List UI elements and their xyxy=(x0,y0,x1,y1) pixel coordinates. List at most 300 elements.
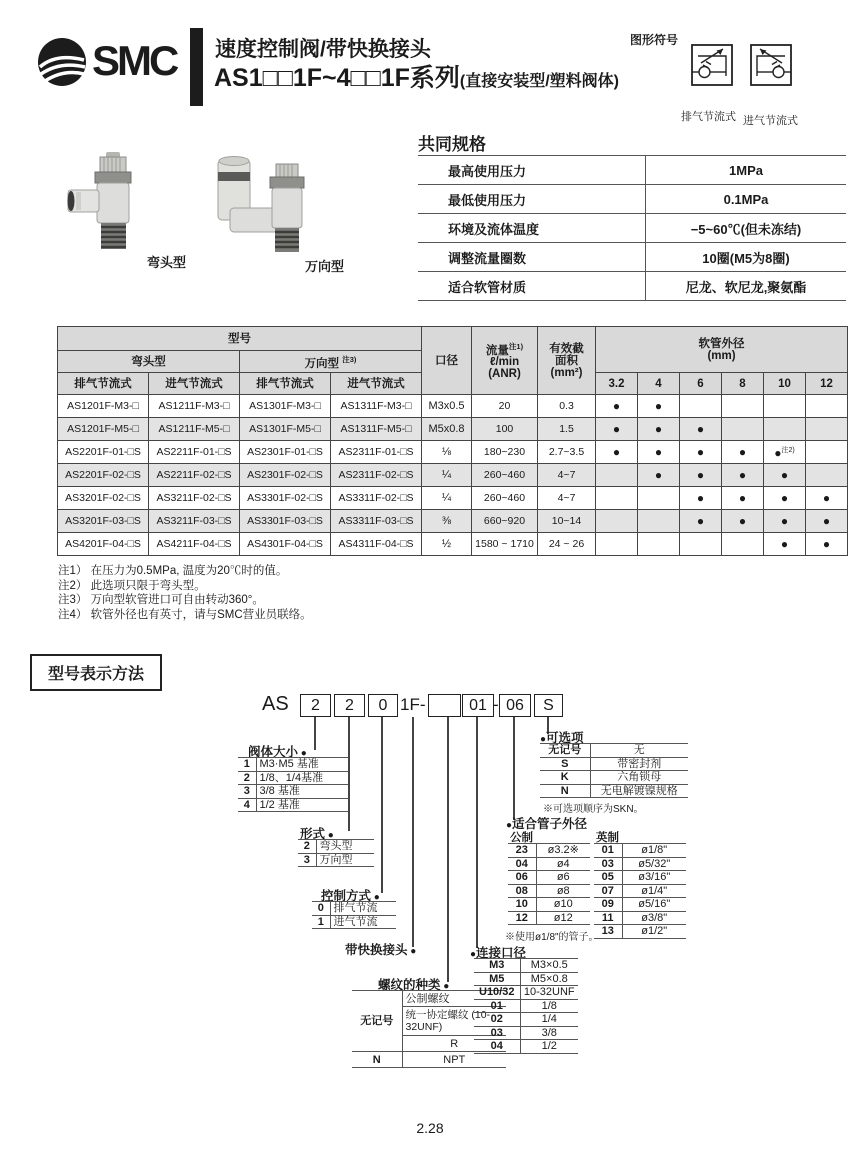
mini-value: M3×0.5 xyxy=(520,959,578,973)
mini-row xyxy=(508,871,590,885)
model-number: AS2201F-02-□S xyxy=(58,464,149,487)
model-number: AS1211F-M3-□ xyxy=(149,395,240,418)
tube-dot: ● xyxy=(638,441,680,464)
tube-dot-empty xyxy=(722,418,764,441)
note-line: 注3） 万向型软管进口可自由转动360°。 xyxy=(58,594,264,606)
spec-value: 1MPa xyxy=(646,156,847,185)
model-number: AS3311F-02-□S xyxy=(331,487,422,510)
tube-dot-empty xyxy=(596,464,638,487)
pneumatic-symbol-exhaust-icon xyxy=(688,40,736,90)
col-header-size-8: 8 xyxy=(722,373,764,395)
code-box-tube: 06 xyxy=(499,694,531,717)
model-number: AS2211F-01-□S xyxy=(149,441,240,464)
model-number: AS2301F-02-□S xyxy=(240,464,331,487)
series-paren: (直接安装型/塑料阀体) xyxy=(459,73,620,90)
model-number: AS3201F-02-□S xyxy=(58,487,149,510)
page-number: 2.28 xyxy=(416,1120,444,1136)
flow-unit: ℓ/min xyxy=(489,356,520,369)
flow-value: 660~920 xyxy=(472,510,538,533)
mini-value: 六角锁母 xyxy=(590,771,688,785)
model-number: AS1311F-M5-□ xyxy=(331,418,422,441)
mini-value: 排气节流 xyxy=(330,902,396,916)
tube-dot: ● xyxy=(638,395,680,418)
mini-row xyxy=(238,798,348,812)
quick-connector-label: 带快换接头 ● xyxy=(345,940,416,958)
mini-row xyxy=(540,757,688,771)
col-header-exhaust-2: 排气节流式 xyxy=(240,373,331,395)
tube-dot: ● xyxy=(764,487,806,510)
code-literal-1f: 1F- xyxy=(400,695,426,714)
mini-row xyxy=(474,986,578,1000)
col-header-area xyxy=(538,327,596,395)
notes xyxy=(58,564,312,622)
tube-dot: ● xyxy=(680,441,722,464)
mini-value: ø3.2※ xyxy=(536,844,590,858)
mini-value: 1/2 xyxy=(520,1040,578,1054)
product-photo-elbow xyxy=(62,150,162,255)
bore-value: ⅛ xyxy=(422,441,472,464)
tube-dot-empty xyxy=(596,533,638,556)
mini-row xyxy=(312,915,396,929)
code-box-control: 0 xyxy=(368,694,398,717)
form-label: 形式 ● xyxy=(300,824,334,842)
col-header-intake-1: 进气节流式 xyxy=(149,373,240,395)
mini-value: ø3/16" xyxy=(622,871,686,885)
tube-dot-empty xyxy=(596,487,638,510)
mini-key: 12 xyxy=(508,911,536,925)
tube-dot: ● xyxy=(722,510,764,533)
mini-value: 弯头型 xyxy=(316,840,374,854)
mini-key: 06 xyxy=(508,871,536,885)
code-dash: - xyxy=(493,695,499,714)
mini-key: 04 xyxy=(474,1040,520,1054)
mini-row xyxy=(508,911,590,925)
tube-dot-empty xyxy=(806,441,848,464)
tube-dot-empty xyxy=(806,464,848,487)
thread-row xyxy=(352,1052,506,1068)
mini-row xyxy=(238,758,348,772)
spec-label: 环境及流体温度 xyxy=(418,214,646,243)
universal-note-ref: 注3) xyxy=(342,354,357,364)
mini-key: 4 xyxy=(238,798,256,812)
tube-dot-empty xyxy=(638,533,680,556)
mini-value: ø10 xyxy=(536,898,590,912)
tube-dot: ●$^{注2)}$ xyxy=(764,441,806,464)
model-number: AS4201F-04-□S xyxy=(58,533,149,556)
model-number: AS2311F-01-□S xyxy=(331,441,422,464)
mini-key: 09 xyxy=(594,898,622,912)
flow-unit2: (ANR) xyxy=(488,368,521,381)
tube-dot: ● xyxy=(722,441,764,464)
form-table xyxy=(298,839,374,867)
mini-value: 1/2 基准 xyxy=(256,798,348,812)
tube-dot-empty xyxy=(764,418,806,441)
flow-value: 20 xyxy=(472,395,538,418)
mini-row xyxy=(508,844,590,858)
tube-dot-empty xyxy=(680,395,722,418)
mini-row xyxy=(594,898,686,912)
mini-key: M5 xyxy=(474,972,520,986)
mini-key: 2 xyxy=(238,771,256,785)
bore-value: ½ xyxy=(422,533,472,556)
model-number: AS3211F-03-□S xyxy=(149,510,240,533)
elbow-type-label: 弯头型 xyxy=(147,255,187,270)
mini-value: 无电解镀镍规格 xyxy=(590,784,688,798)
tube-dot: ● xyxy=(764,510,806,533)
tube-dot-empty xyxy=(806,395,848,418)
model-row xyxy=(58,441,848,464)
mini-key: 13 xyxy=(594,925,622,939)
mini-value: 万向型 xyxy=(316,853,374,867)
mini-value: M5×0.8 xyxy=(520,972,578,986)
tube-metric-table xyxy=(508,843,590,925)
col-header-size-12: 12 xyxy=(806,373,848,395)
model-number: AS3201F-03-□S xyxy=(58,510,149,533)
control-label: 控制方式 ● xyxy=(321,886,380,904)
thread-label: 螺纹的种类 ● xyxy=(378,975,449,993)
tube-dot: ● xyxy=(638,418,680,441)
model-number: AS3301F-02-□S xyxy=(240,487,331,510)
mini-value: ø4 xyxy=(536,857,590,871)
mini-key: 1 xyxy=(238,758,256,772)
mini-value: ø5/32" xyxy=(622,857,686,871)
mini-key: 0 xyxy=(312,902,330,916)
flow-value: 100 xyxy=(472,418,538,441)
spec-row xyxy=(418,272,846,301)
spec-row xyxy=(418,185,846,214)
mini-row xyxy=(238,785,348,799)
model-number: AS1301F-M3-□ xyxy=(240,395,331,418)
area-label1: 有效截 xyxy=(549,342,584,355)
mini-key: 01 xyxy=(594,844,622,858)
tube-od-label: ● 适合管子外径 xyxy=(506,814,587,832)
mini-value: M3·M5 基准 xyxy=(256,758,348,772)
flow-value: 260~460 xyxy=(472,487,538,510)
col-header-elbow: 弯头型 xyxy=(58,351,240,373)
common-specs-table xyxy=(418,155,846,301)
model-number: AS2211F-02-□S xyxy=(149,464,240,487)
tube-dot: ● xyxy=(806,533,848,556)
mini-row xyxy=(594,871,686,885)
note-line: 注2） 此选项只限于弯头型。 xyxy=(58,579,206,592)
mini-row xyxy=(312,902,396,916)
leader-line xyxy=(412,717,414,947)
mini-row xyxy=(594,911,686,925)
col-header-exhaust-1: 排气节流式 xyxy=(58,373,149,395)
smc-logo-icon xyxy=(36,36,88,88)
model-number: AS3211F-02-□S xyxy=(149,487,240,510)
model-number: AS4301F-04-□S xyxy=(240,533,331,556)
mini-key: K xyxy=(540,771,590,785)
bore-value: ¼ xyxy=(422,487,472,510)
mini-key: 11 xyxy=(594,911,622,925)
series-title xyxy=(214,58,619,94)
mini-row xyxy=(298,840,374,854)
mini-row xyxy=(594,925,686,939)
tube-dot-empty xyxy=(638,510,680,533)
mini-value: ø6 xyxy=(536,871,590,885)
spec-row xyxy=(418,243,846,272)
mini-row xyxy=(474,972,578,986)
code-box-option: S xyxy=(534,694,563,717)
imperial-label: 英制 xyxy=(596,832,619,844)
col-header-universal xyxy=(240,351,422,373)
col-header-bore: 口径 xyxy=(422,327,472,395)
spec-value: 0.1MPa xyxy=(646,185,847,214)
smc-logo-text: SMC xyxy=(92,37,177,84)
col-header-size-10: 10 xyxy=(764,373,806,395)
tube-dot: ● xyxy=(806,510,848,533)
tube-od-label: 软管外径 xyxy=(698,337,745,350)
spec-label: 适合软管材质 xyxy=(418,272,646,301)
universal-label: 万向型 xyxy=(304,357,340,370)
mini-value: ø5/16" xyxy=(622,898,686,912)
mini-key: 05 xyxy=(594,871,622,885)
mini-value: 1/8 xyxy=(520,999,578,1013)
note-line: 注1） 在压力为0.5MPa, 温度为20℃时的值。 xyxy=(58,565,288,577)
model-number: AS2201F-01-□S xyxy=(58,441,149,464)
mini-key: 1 xyxy=(312,915,330,929)
mini-row xyxy=(540,744,688,758)
tube-dot-empty xyxy=(596,510,638,533)
mini-value: 1/4 xyxy=(520,1013,578,1027)
tube-dot: ● xyxy=(680,418,722,441)
bore-value: M3x0.5 xyxy=(422,395,472,418)
flow-value: 1580 ~ 1710 xyxy=(472,533,538,556)
mini-key: 3 xyxy=(298,853,316,867)
model-row xyxy=(58,510,848,533)
note-line: 注4） 软管外径也有英寸，请与SMC营业员联络。 xyxy=(58,608,312,621)
area-value: 10~14 xyxy=(538,510,596,533)
area-unit: (mm²) xyxy=(550,366,583,379)
leader-line xyxy=(476,717,478,948)
model-number: AS1301F-M5-□ xyxy=(240,418,331,441)
tube-dot: ● xyxy=(806,487,848,510)
tube-dot-empty xyxy=(638,487,680,510)
mini-key: 03 xyxy=(474,1026,520,1040)
mini-key: 3 xyxy=(238,785,256,799)
area-label2: 面积 xyxy=(555,354,578,367)
col-header-size-3.2: 3.2 xyxy=(596,373,638,395)
mini-row xyxy=(594,844,686,858)
model-number: AS3301F-03-□S xyxy=(240,510,331,533)
symbol-intake-caption: 进气节流式 xyxy=(743,115,798,127)
tube-dot-empty xyxy=(722,395,764,418)
common-specs-body xyxy=(418,156,846,301)
tube-dot: ● xyxy=(680,487,722,510)
bore-value: ⅜ xyxy=(422,510,472,533)
mini-value: 带密封剂 xyxy=(590,757,688,771)
mini-key: 02 xyxy=(474,1013,520,1027)
leader-line xyxy=(447,717,449,982)
area-value: 4~7 xyxy=(538,464,596,487)
col-header-flow xyxy=(472,327,538,395)
area-value: 0.3 xyxy=(538,395,596,418)
mini-key: 07 xyxy=(594,884,622,898)
mini-key: 23 xyxy=(508,844,536,858)
product-photo-universal xyxy=(208,150,313,258)
mini-row xyxy=(474,1040,578,1054)
spec-row xyxy=(418,156,846,185)
mini-key: 03 xyxy=(594,857,622,871)
mini-key: 08 xyxy=(508,884,536,898)
metric-label: 公制 xyxy=(510,832,533,844)
port-table xyxy=(474,958,578,1054)
spec-value: 10圈(M5为8圈) xyxy=(646,243,847,272)
col-header-size-4: 4 xyxy=(638,373,680,395)
mini-value: ø3/8" xyxy=(622,911,686,925)
area-value: 1.5 xyxy=(538,418,596,441)
mini-value: 3/8 xyxy=(520,1026,578,1040)
tube-dot-empty xyxy=(806,418,848,441)
model-number: AS4211F-04-□S xyxy=(149,533,240,556)
mini-row xyxy=(474,1026,578,1040)
mini-row xyxy=(474,999,578,1013)
leader-line xyxy=(381,717,383,893)
leader-line xyxy=(513,717,515,820)
model-row xyxy=(58,487,848,510)
mini-row xyxy=(508,857,590,871)
mini-key: 01 xyxy=(474,999,520,1013)
tube-dot-empty xyxy=(764,395,806,418)
area-value: 24 ~ 26 xyxy=(538,533,596,556)
code-prefix: AS xyxy=(262,693,289,715)
thread-n-value: NPT xyxy=(402,1052,506,1068)
thread-none-key: 无记号 xyxy=(352,991,402,1052)
mini-key: S xyxy=(540,757,590,771)
col-header-intake-2: 进气节流式 xyxy=(331,373,422,395)
mini-value: 进气节流 xyxy=(330,915,396,929)
flow-label: 流量 xyxy=(485,344,509,357)
tube-dot: ● xyxy=(680,510,722,533)
area-value: 4~7 xyxy=(538,487,596,510)
tube-dot: ● xyxy=(596,418,638,441)
body-size-label: 阀体大小 ● xyxy=(248,742,307,760)
tube-dot: ● xyxy=(680,464,722,487)
tube-dot: ● xyxy=(638,464,680,487)
mini-row xyxy=(474,1013,578,1027)
tube-imperial-table xyxy=(594,843,686,939)
series-code: AS1□□1F~4□□1F xyxy=(214,64,410,92)
universal-type-label: 万向型 xyxy=(305,259,345,274)
series-suffix: 系列 xyxy=(409,64,460,92)
code-box-form: 2 xyxy=(334,694,365,717)
bore-value: ¼ xyxy=(422,464,472,487)
mini-value: 1/8、1/4基准 xyxy=(256,771,348,785)
header-divider-bar xyxy=(190,28,203,106)
model-number: AS1311F-M3-□ xyxy=(331,395,422,418)
mini-row xyxy=(594,857,686,871)
thread-none-value-3: R xyxy=(402,1036,506,1052)
code-box-body-size: 2 xyxy=(300,694,331,717)
model-row xyxy=(58,533,848,556)
thread-none-value-1: 公制螺纹 xyxy=(402,991,506,1007)
mini-row xyxy=(474,959,578,973)
mini-key: 10 xyxy=(508,898,536,912)
mini-row xyxy=(540,771,688,785)
spec-value: 尼龙、软尼龙,聚氨酯 xyxy=(646,272,847,301)
model-number: AS1211F-M5-□ xyxy=(149,418,240,441)
mini-value: 10-32UNF xyxy=(520,986,578,1000)
tube-dot: ● xyxy=(764,464,806,487)
mini-value: ø8 xyxy=(536,884,590,898)
spec-value: −5~60℃(但未冻结) xyxy=(646,214,847,243)
mini-value: 无 xyxy=(590,744,688,758)
options-table xyxy=(540,743,688,798)
spec-label: 最低使用压力 xyxy=(418,185,646,214)
model-number: AS1201F-M3-□ xyxy=(58,395,149,418)
mini-row xyxy=(594,884,686,898)
mini-row xyxy=(238,771,348,785)
flow-value: 260~460 xyxy=(472,464,538,487)
pneumatic-symbol-intake-icon xyxy=(747,40,795,90)
mini-value: ø1/2" xyxy=(622,925,686,939)
mini-value: ø12 xyxy=(536,911,590,925)
leader-line xyxy=(348,717,350,831)
options-label: ● 可选项 xyxy=(540,728,584,746)
symbol-exhaust-caption: 排气节流式 xyxy=(681,111,736,123)
col-header-size-6: 6 xyxy=(680,373,722,395)
spec-label: 调整流量圈数 xyxy=(418,243,646,272)
flow-note-ref: 注1) xyxy=(508,341,524,351)
mini-key: 2 xyxy=(298,840,316,854)
common-specs-title: 共同规格 xyxy=(418,135,486,154)
control-table xyxy=(312,901,396,929)
leader-line xyxy=(314,717,316,750)
tube-dot: ● xyxy=(722,487,764,510)
tube-dot: ● xyxy=(596,441,638,464)
mini-key: U10/32 xyxy=(474,986,520,1000)
port-label: ● 连接口径 xyxy=(470,943,526,961)
mini-row xyxy=(508,884,590,898)
code-box-port: 01 xyxy=(462,694,494,717)
spec-row xyxy=(418,214,846,243)
tube-dot: ● xyxy=(764,533,806,556)
thread-n-key: N xyxy=(352,1052,402,1068)
area-value: 2.7~3.5 xyxy=(538,441,596,464)
model-number: AS4311F-04-□S xyxy=(331,533,422,556)
tube-metric-note: ※使用ø1/8"的管子。 xyxy=(505,932,599,943)
mini-value: ø1/8" xyxy=(622,844,686,858)
designation-section-title: 型号表示方法 xyxy=(30,654,162,691)
thread-none-value-2: 统一协定螺纹 (10-32UNF) xyxy=(402,1007,506,1036)
spec-label: 最高使用压力 xyxy=(418,156,646,185)
mini-value: 3/8 基准 xyxy=(256,785,348,799)
mini-value: ø1/4" xyxy=(622,884,686,898)
tube-dot-empty xyxy=(680,533,722,556)
model-number: AS2301F-01-□S xyxy=(240,441,331,464)
model-table xyxy=(57,326,848,556)
tube-dot: ● xyxy=(722,464,764,487)
mini-key: M3 xyxy=(474,959,520,973)
model-number: AS1201F-M5-□ xyxy=(58,418,149,441)
tube-dot-empty xyxy=(722,533,764,556)
mini-row xyxy=(298,853,374,867)
dot-note-ref: 注2) xyxy=(781,446,795,454)
code-box-thread xyxy=(428,694,461,717)
page-title: 速度控制阀/带快换接头 xyxy=(215,38,431,61)
mini-key: 04 xyxy=(508,857,536,871)
model-number: AS2311F-02-□S xyxy=(331,464,422,487)
flow-value: 180~230 xyxy=(472,441,538,464)
mini-row xyxy=(508,898,590,912)
mini-row xyxy=(540,784,688,798)
mini-key: N xyxy=(540,784,590,798)
model-table-body xyxy=(58,395,848,556)
mini-key: 无记号 xyxy=(540,744,590,758)
model-number: AS3311F-03-□S xyxy=(331,510,422,533)
model-row xyxy=(58,418,848,441)
